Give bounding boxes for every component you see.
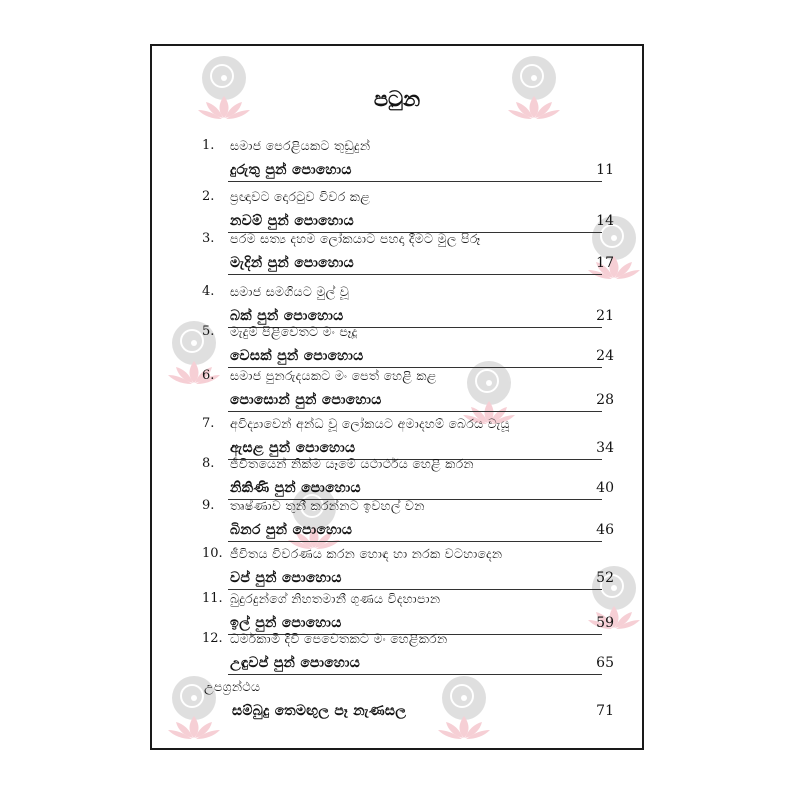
- entry-page-number: 59: [596, 615, 614, 631]
- entry-title: උඳුවප් පුන් පොහොය: [230, 655, 361, 671]
- entry-subtitle: තෘෂ්ණාව තුනී කරන්නට ඉවහල් වන: [230, 498, 425, 513]
- entry-subtitle: බුදුරදුන්ගේ නිහතමානී ගුණය විදහාපාන: [230, 591, 441, 606]
- entry-page-number: 65: [596, 655, 614, 671]
- entry-number: 3.: [202, 231, 215, 246]
- entry-page-number: 24: [596, 348, 614, 364]
- entry-subtitle: සමාජ පෙරළියකට තුඩුදුන්: [230, 138, 371, 153]
- entry-number: 4.: [202, 284, 215, 299]
- entry-page-number: 40: [596, 480, 614, 496]
- lotus-icon: [166, 714, 222, 740]
- entry-subtitle: උපග්‍රන්ථය: [204, 679, 261, 694]
- entry-divider: [228, 674, 602, 675]
- entry-subtitle: ප්‍රඥාවට දොරටුව විවර කළ: [230, 189, 371, 204]
- wheel-hub: [221, 75, 227, 81]
- entry-title: බක් පුන් පොහොය: [230, 308, 344, 324]
- lotus-icon: [586, 254, 642, 280]
- entry-subtitle: ජීවිතයෙන් නික්ම යෑමේ යථාර්ථය හෙළි කරන: [230, 456, 474, 471]
- entry-subtitle: මැදුම් පිළිවෙතට මං පෑදූ: [230, 324, 358, 339]
- entry-divider: [228, 541, 602, 542]
- wheel-hub: [486, 380, 492, 386]
- entry-title: නවම් පුන් පොහොය: [230, 213, 354, 229]
- entry-page-number: 52: [596, 570, 614, 586]
- entry-number: 8.: [202, 456, 215, 471]
- entry-title: මැදින් පුන් පොහොය: [230, 255, 354, 271]
- entry-number: 5.: [202, 324, 215, 339]
- entry-page-number: 71: [596, 703, 614, 719]
- entry-page-number: 34: [596, 440, 614, 456]
- lotus-icon: [586, 604, 642, 630]
- entry-number: 12.: [202, 631, 223, 646]
- entry-title: සම්බුදු තෙමඟුල පෑ නැණසල: [232, 703, 407, 719]
- wheel-hub: [611, 235, 617, 241]
- entry-divider: [228, 589, 602, 590]
- entry-subtitle: සමාජ පුනරුදයකට මං පෙත් හෙළි කළ: [230, 368, 437, 383]
- wheel-hub: [531, 75, 537, 81]
- dharma-wheel-lotus-watermark-icon: [162, 321, 226, 387]
- entry-page-number: 28: [596, 392, 614, 408]
- entry-number: 7.: [202, 416, 215, 431]
- wheel-hub: [191, 340, 197, 346]
- entry-subtitle: අවිද්‍යාවෙන් අන්ධ වූ ලෝකයට අමාදහම් බෙරය වැයූ: [230, 416, 510, 431]
- entry-page-number: 17: [596, 255, 614, 271]
- wheel-hub: [461, 695, 467, 701]
- entry-number: 1.: [202, 138, 215, 153]
- entry-title: නිකිණි පුන් පොහොය: [230, 480, 361, 496]
- entry-title: දුරුතු පුන් පොහොය: [230, 162, 352, 178]
- entry-subtitle: ජීවිතය විවරණය කරන හොඳ හා නරක වටහාදෙන: [230, 546, 503, 561]
- entry-title: වප් පුන් පොහොය: [230, 570, 342, 586]
- entry-title: වෙසක් පුන් පොහොය: [230, 348, 364, 364]
- wheel-hub: [191, 695, 197, 701]
- entry-page-number: 11: [596, 162, 614, 178]
- entry-title: ඇසළ පුන් පොහොය: [230, 440, 356, 456]
- entry-divider: [228, 274, 602, 275]
- entry-subtitle: සමාජ සමගියට මුල් වූ: [230, 284, 350, 299]
- page-title: පටුන: [373, 86, 421, 111]
- entry-subtitle: ධර්මකාමී දිවි පෙවෙතකට මං හෙළිකරන: [230, 631, 448, 646]
- dharma-wheel-lotus-watermark-icon: [432, 676, 496, 742]
- entry-page-number: 21: [596, 308, 614, 324]
- entry-divider: [228, 411, 602, 412]
- entry-title: ඉල් පුන් පොහොය: [230, 615, 342, 631]
- entry-subtitle: පරම සත්‍ය දහම ලෝකයාට පහදා දීමට මුල පිරූ: [230, 231, 481, 246]
- entry-number: 2.: [202, 189, 215, 204]
- entry-number: 9.: [202, 498, 215, 513]
- entry-number: 11.: [202, 591, 223, 606]
- lotus-icon: [436, 714, 492, 740]
- entry-page-number: 46: [596, 522, 614, 538]
- entry-divider: [228, 181, 602, 182]
- entry-title: බිනර පුන් පොහොය: [230, 522, 353, 538]
- entry-page-number: 14: [596, 213, 614, 229]
- entry-number: 6.: [202, 368, 215, 383]
- entry-title: පොසොන් පුන් පොහොය: [230, 392, 382, 408]
- document-page: [150, 44, 644, 750]
- entry-number: 10.: [202, 546, 223, 561]
